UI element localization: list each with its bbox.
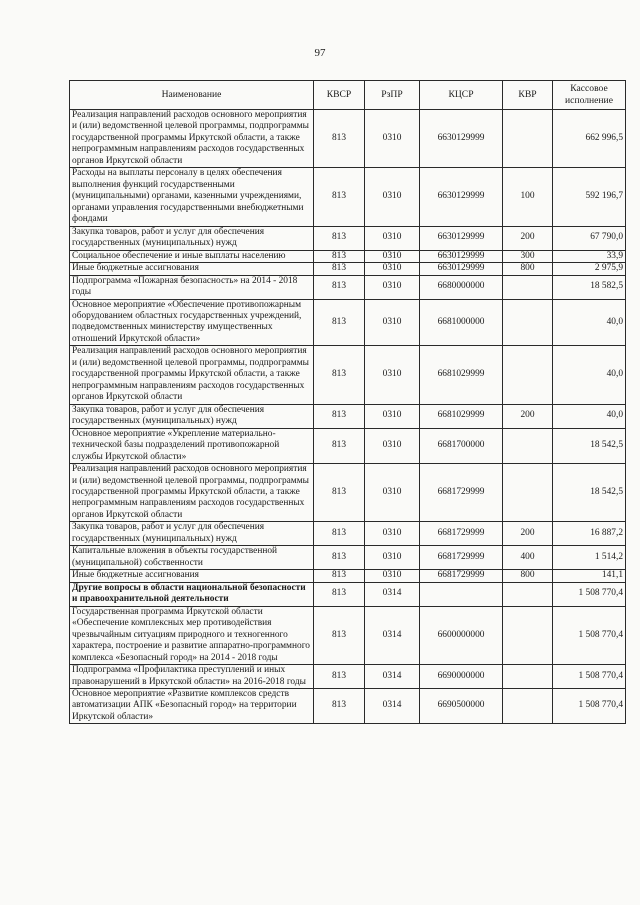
cell-kvr	[503, 606, 553, 664]
cell-rzpr: 0310	[365, 275, 420, 299]
cell-rzpr: 0314	[365, 688, 420, 723]
table-row	[70, 346, 626, 404]
cell-name: Иные бюджетные ассигнования	[70, 263, 314, 275]
cell-kvsr: 813	[314, 606, 365, 664]
cell-kcsr: 6681700000	[420, 428, 503, 463]
cell-kvsr: 813	[314, 688, 365, 723]
cell-kvsr: 813	[314, 570, 365, 582]
cell-kvr	[503, 428, 553, 463]
cell-kcsr: 6681729999	[420, 546, 503, 570]
cell-kvsr: 813	[314, 250, 365, 262]
cell-amount: 1 508 770,4	[553, 688, 626, 723]
cell-kvsr: 813	[314, 404, 365, 428]
cell-amount: 2 975,9	[553, 263, 626, 275]
cell-rzpr: 0314	[365, 665, 420, 689]
header-amount: Кассовое исполнение	[553, 81, 626, 110]
cell-kvsr: 813	[314, 522, 365, 546]
table-row	[70, 110, 626, 168]
table-row	[70, 428, 626, 463]
cell-kvsr: 813	[314, 546, 365, 570]
cell-rzpr: 0310	[365, 110, 420, 168]
table-row	[70, 226, 626, 250]
cell-amount: 592 196,7	[553, 168, 626, 226]
cell-kvr: 200	[503, 522, 553, 546]
cell-rzpr: 0310	[365, 226, 420, 250]
cell-kvr: 100	[503, 168, 553, 226]
cell-kcsr: 6690000000	[420, 665, 503, 689]
cell-kvsr: 813	[314, 168, 365, 226]
cell-amount: 67 790,0	[553, 226, 626, 250]
cell-kcsr: 6630129999	[420, 168, 503, 226]
cell-name: Подпрограмма «Пожарная безопасность» на 2014 - 2018 годы	[70, 275, 314, 299]
table-row	[70, 582, 626, 606]
cell-amount: 1 514,2	[553, 546, 626, 570]
header-kvsr: КВСР	[314, 81, 365, 110]
cell-name: Основное мероприятие «Укрепление материально-технической базы подразделений противопожарной службы Иркутской области»	[70, 428, 314, 463]
header-kcsr: КЦСР	[420, 81, 503, 110]
cell-kcsr: 6630129999	[420, 250, 503, 262]
table-row	[70, 665, 626, 689]
cell-amount: 40,0	[553, 299, 626, 346]
cell-kvsr: 813	[314, 226, 365, 250]
cell-name: Подпрограмма «Профилактика преступлений и иных правонарушений в Иркутской области» на 2016-2018 годы	[70, 665, 314, 689]
cell-amount: 18 542,5	[553, 464, 626, 522]
cell-name: Социальное обеспечение и иные выплаты населению	[70, 250, 314, 262]
cell-kcsr: 6681029999	[420, 404, 503, 428]
cell-kvsr: 813	[314, 428, 365, 463]
cell-kvsr: 813	[314, 299, 365, 346]
cell-kcsr: 6681729999	[420, 522, 503, 546]
cell-kvsr: 813	[314, 263, 365, 275]
cell-kvr: 300	[503, 250, 553, 262]
cell-name: Государственная программа Иркутской области «Обеспечение комплексных мер противодействия чрезвычайным ситуациям природного и техногенного характера, построение и развитие аппаратно-программного комплекса «Безопасный город» на 2014 - 2018 годы	[70, 606, 314, 664]
header-kvr: КВР	[503, 81, 553, 110]
cell-kcsr: 6630129999	[420, 110, 503, 168]
cell-kvsr: 813	[314, 110, 365, 168]
cell-name: Закупка товаров, работ и услуг для обеспечения государственных (муниципальных) нужд	[70, 404, 314, 428]
cell-kcsr	[420, 582, 503, 606]
cell-name: Закупка товаров, работ и услуг для обеспечения государственных (муниципальных) нужд	[70, 522, 314, 546]
table-body	[70, 110, 626, 724]
cell-kvr	[503, 582, 553, 606]
cell-rzpr: 0310	[365, 570, 420, 582]
cell-kvr: 200	[503, 404, 553, 428]
cell-kvr: 400	[503, 546, 553, 570]
cell-kvr	[503, 665, 553, 689]
cell-kvsr: 813	[314, 582, 365, 606]
cell-name: Закупка товаров, работ и услуг для обеспечения государственных (муниципальных) нужд	[70, 226, 314, 250]
cell-kvr	[503, 299, 553, 346]
cell-kvsr: 813	[314, 275, 365, 299]
table-row	[70, 263, 626, 275]
table-row	[70, 688, 626, 723]
cell-name: Основное мероприятие «Развитие комплексов средств автоматизации АПК «Безопасный город» на территории Иркутской области»	[70, 688, 314, 723]
cell-amount: 16 887,2	[553, 522, 626, 546]
cell-kcsr: 6681000000	[420, 299, 503, 346]
header-rzpr: РзПР	[365, 81, 420, 110]
table-row	[70, 168, 626, 226]
cell-amount: 40,0	[553, 404, 626, 428]
cell-name: Основное мероприятие «Обеспечение противопожарным оборудованием областных государственных учреждений, подведомственных министерству имущественных отношений Иркутской области»	[70, 299, 314, 346]
cell-kcsr: 6680000000	[420, 275, 503, 299]
cell-kvsr: 813	[314, 346, 365, 404]
cell-kcsr: 6630129999	[420, 263, 503, 275]
cell-rzpr: 0310	[365, 263, 420, 275]
table-row	[70, 404, 626, 428]
cell-kvsr: 813	[314, 665, 365, 689]
cell-rzpr: 0314	[365, 606, 420, 664]
cell-amount: 18 542,5	[553, 428, 626, 463]
cell-rzpr: 0314	[365, 582, 420, 606]
table-row	[70, 546, 626, 570]
cell-kvr: 200	[503, 226, 553, 250]
cell-kvr	[503, 688, 553, 723]
cell-kvr	[503, 110, 553, 168]
table-row	[70, 570, 626, 582]
cell-kcsr: 6681729999	[420, 464, 503, 522]
cell-kcsr: 6681729999	[420, 570, 503, 582]
table-row	[70, 250, 626, 262]
cell-rzpr: 0310	[365, 522, 420, 546]
cell-kvr	[503, 275, 553, 299]
cell-rzpr: 0310	[365, 404, 420, 428]
table-row	[70, 606, 626, 664]
cell-kvr: 800	[503, 263, 553, 275]
budget-table	[69, 80, 626, 724]
cell-amount: 40,0	[553, 346, 626, 404]
cell-kcsr: 6630129999	[420, 226, 503, 250]
cell-name: Реализация направлений расходов основного мероприятия и (или) ведомственной целевой программы, подпрограммы государственной программы Иркутской области, а также непрограммным направлениям расходов государственных органов Иркутской области	[70, 110, 314, 168]
cell-kvr	[503, 346, 553, 404]
table-row	[70, 275, 626, 299]
cell-kcsr: 6690500000	[420, 688, 503, 723]
page-number: 97	[314, 47, 326, 59]
cell-rzpr: 0310	[365, 464, 420, 522]
cell-rzpr: 0310	[365, 250, 420, 262]
cell-kcsr: 6681029999	[420, 346, 503, 404]
cell-rzpr: 0310	[365, 299, 420, 346]
table-header-row	[70, 81, 626, 110]
cell-amount: 141,1	[553, 570, 626, 582]
table-row	[70, 522, 626, 546]
cell-rzpr: 0310	[365, 428, 420, 463]
cell-name: Иные бюджетные ассигнования	[70, 570, 314, 582]
table-row	[70, 464, 626, 522]
cell-amount: 1 508 770,4	[553, 582, 626, 606]
cell-kcsr: 6600000000	[420, 606, 503, 664]
cell-amount: 33,9	[553, 250, 626, 262]
cell-amount: 18 582,5	[553, 275, 626, 299]
cell-name: Реализация направлений расходов основного мероприятия и (или) ведомственной целевой программы, подпрограммы государственной программы Иркутской области, а также непрограммным направлениям расходов государственных органов Иркутской области	[70, 346, 314, 404]
cell-rzpr: 0310	[365, 168, 420, 226]
table-row	[70, 299, 626, 346]
cell-amount: 1 508 770,4	[553, 665, 626, 689]
cell-name: Реализация направлений расходов основного мероприятия и (или) ведомственной целевой программы, подпрограммы государственной программы Иркутской области, а также непрограммным направлениям расходов государственных органов Иркутской области	[70, 464, 314, 522]
cell-rzpr: 0310	[365, 346, 420, 404]
cell-amount: 662 996,5	[553, 110, 626, 168]
cell-rzpr: 0310	[365, 546, 420, 570]
cell-amount: 1 508 770,4	[553, 606, 626, 664]
cell-kvr	[503, 464, 553, 522]
cell-name: Капитальные вложения в объекты государственной (муниципальной) собственности	[70, 546, 314, 570]
cell-name: Расходы на выплаты персоналу в целях обеспечения выполнения функций государственными (муниципальными) органами, казенными учреждениями, органами управления государственными внебюджетными фондами	[70, 168, 314, 226]
cell-kvr: 800	[503, 570, 553, 582]
cell-name: Другие вопросы в области национальной безопасности и правоохранительной деятельности	[70, 582, 314, 606]
cell-kvsr: 813	[314, 464, 365, 522]
header-name: Наименование	[70, 81, 314, 110]
